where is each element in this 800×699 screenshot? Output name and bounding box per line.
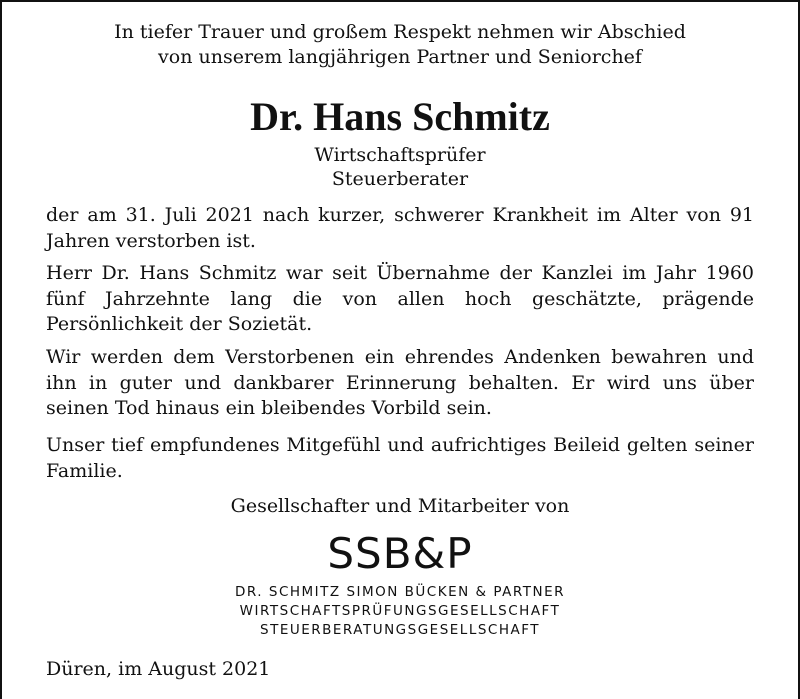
firm-descriptor-tax: STEUERBERATUNGSGESELLSCHAFT xyxy=(260,622,540,638)
intro-line-2: von unserem langjährigen Partner und Seniorchef xyxy=(158,46,642,68)
intro-line-1: In tiefer Trauer und großem Respekt nehmen wir Abschied xyxy=(114,21,686,43)
firm-descriptor-audit: WIRTSCHAFTSPRÜFUNGSGESELLSCHAFT xyxy=(239,603,561,619)
firm-logo: SSB&P xyxy=(327,529,473,578)
deceased-title-2: Steuerberater xyxy=(331,168,469,190)
signatories: Gesellschafter und Mitarbeiter von xyxy=(230,495,570,517)
paragraph-tenure: Herr Dr. Hans Schmitz war seit Übernahme der Kanzlei im Jahr 1960 fünf Jahrzehnte lang die von allen hoch geschätzte, prägende Persönlichkeit der Sozietät. xyxy=(46,262,754,335)
paragraph-condolence: Unser tief empfundenes Mitgefühl und aufrichtiges Beileid gelten seiner Familie. xyxy=(46,434,754,482)
place-and-date: Düren, im August 2021 xyxy=(46,658,271,680)
deceased-name: Dr. Hans Schmitz xyxy=(250,94,550,139)
paragraph-death-notice: der am 31. Juli 2021 nach kurzer, schwerer Krankheit im Alter von 91 Jahren verstorben ist. xyxy=(46,204,754,252)
deceased-title-1: Wirtschaftsprüfer xyxy=(314,144,486,166)
firm-name: DR. SCHMITZ SIMON BÜCKEN & PARTNER xyxy=(235,584,565,600)
paragraph-remembrance: Wir werden dem Verstorbenen ein ehrendes Andenken bewahren und ihn in guter und dankbarer Erinnerung behalten. Er wird uns über seinen Tod hinaus ein bleibendes Vorbild sein. xyxy=(46,346,754,419)
